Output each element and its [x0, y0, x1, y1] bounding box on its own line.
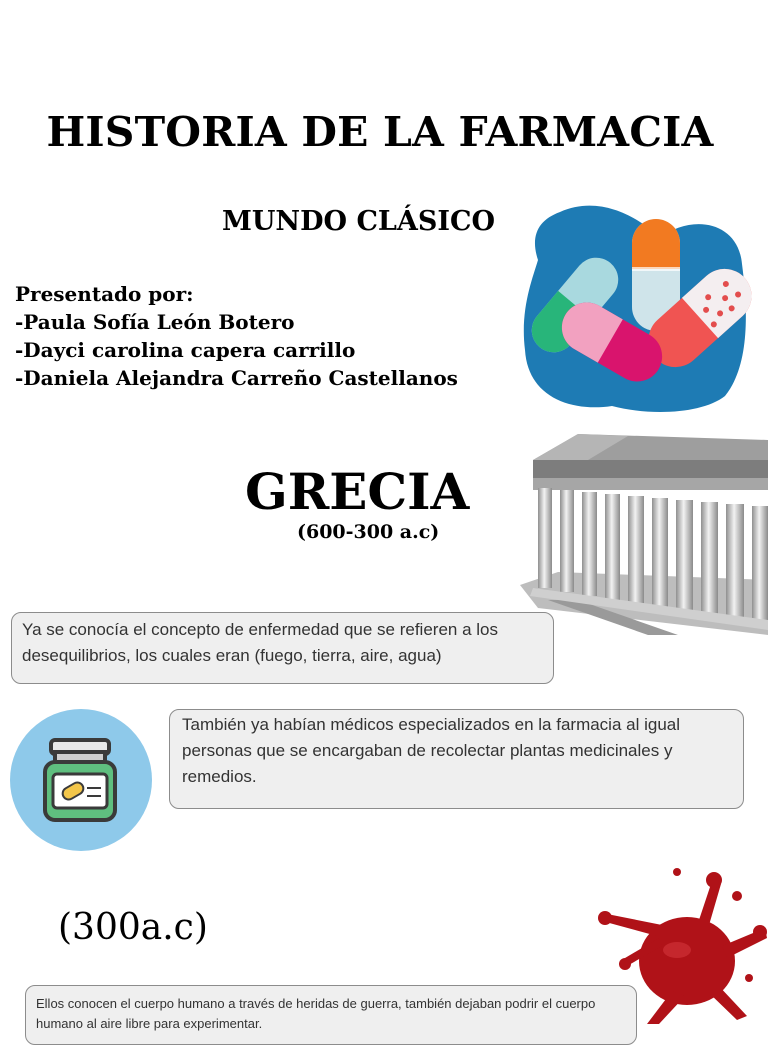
presenter-name: -Daniela Alejandra Carreño Castellanos — [15, 366, 458, 390]
presenter-name: -Paula Sofía León Botero — [15, 310, 295, 334]
text-box-diseases: Ya se conocía el concepto de enfermedad que se refieren a los desequilibrios, los cuales eran (fuego, tierra, aire, agua) — [11, 612, 554, 684]
greek-temple-illustration — [518, 430, 768, 635]
section-subtitle: MUNDO CLÁSICO — [222, 206, 496, 237]
grecia-period: (600-300 a.c) — [297, 521, 440, 543]
pills-illustration — [520, 200, 760, 415]
grecia-heading: GRECIA — [245, 462, 470, 521]
text-box-physicians: También ya habían médicos especializados en la farmacia al igual personas que se encargaban de recolectar plantas medicinales y remedios. — [169, 709, 744, 809]
presenter-name: -Dayci carolina capera carrillo — [15, 338, 356, 362]
period-300: (300a.c) — [58, 907, 208, 948]
medicine-jar-icon — [9, 708, 153, 852]
page-title: HISTORIA DE LA FARMACIA — [46, 108, 714, 156]
presenters-list — [15, 280, 458, 392]
text-box-anatomy: Ellos conocen el cuerpo humano a través de heridas de guerra, también dejaban podrir el cuerpo humano al aire libre para experimentar. — [25, 985, 637, 1045]
presenters-heading: Presentado por: — [15, 282, 194, 306]
